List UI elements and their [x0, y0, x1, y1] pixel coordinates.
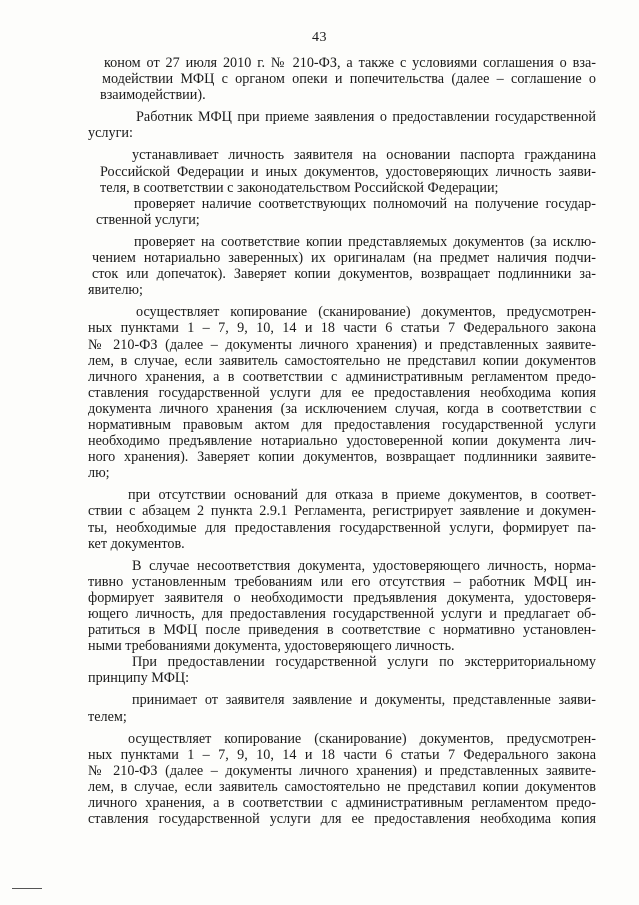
text-line: ратиться в МФЦ после приведения в соответствие с нормативно установлен-	[88, 622, 596, 639]
text-line: принимает от заявителя заявление и документы, представленные заяви-	[132, 692, 596, 709]
text-line: ных пунктами 1 – 7, 9, 10, 14 и 18 части 6 статьи 7 Федерального закона	[88, 320, 596, 337]
text-line: Работник МФЦ при приеме заявления о предоставлении государственной	[136, 109, 596, 126]
text-line: тивно установленным требованиям или его отсутствия – работник МФЦ ин-	[88, 573, 596, 590]
text-line: при отсутствии оснований для отказа в приеме документов, в соответ-	[128, 487, 596, 504]
footnote-rule	[12, 888, 42, 889]
text-line: проверяет на соответствие копии представляемых документов (за исклю-	[134, 233, 596, 250]
text-line: сток или допечаток). Заверяет копии документов, возвращает подлинники за-	[92, 266, 596, 283]
text-line: необходимо предъявление нотариально удостоверенной копии документа лич-	[88, 433, 596, 450]
text-line: явителю;	[88, 282, 143, 299]
body-text	[88, 55, 596, 827]
text-line: кет документов.	[88, 535, 185, 552]
text-line: формирует заявителя о необходимости предъявления документа, удостоверя-	[88, 589, 596, 606]
text-line: нормативным правовым актом для предоставления государственной услуги	[88, 416, 596, 433]
text-line: взаимодействии).	[100, 87, 206, 104]
text-line: ющего личность, для предоставления государственной услуги и предлагает об-	[88, 606, 596, 622]
text-line: ствии с абзацем 2 пункта 2.9.1 Регламента, регистрирует заявление и докумен-	[88, 503, 596, 520]
text-line: чением нотариально заверенных) их оригиналам (на предмет наличия подчи-	[92, 250, 596, 267]
text-line: осуществляет копирование (сканирование) документов, предусмотрен-	[128, 730, 596, 747]
text-line: телем;	[88, 708, 127, 725]
text-line: принципу МФЦ:	[88, 670, 190, 687]
text-line: ного хранения). Заверяет копии документов, возвращает подлинники заявите-	[88, 449, 596, 466]
text-line: ными требованиями документа, удостоверяющего личность.	[88, 638, 455, 655]
text-line: ставления государственной услуги для ее предоставления необходима копия	[88, 811, 596, 828]
text-line: лем, в случае, если заявитель самостоятельно не представил копии документов	[88, 352, 596, 369]
text-line: При предоставлении государственной услуги по экстерриториальному	[132, 654, 596, 671]
text-line: услуги:	[88, 125, 133, 142]
text-line: устанавливает личность заявителя на основании паспорта гражданина	[132, 147, 596, 164]
text-line: В случае несоответствия документа, удостоверяющего личность, норма-	[132, 557, 596, 574]
text-line: личного хранения, а в соответствии с административным регламентом предо-	[88, 795, 596, 812]
text-line: личного хранения, а в соответствии с административным регламентом предо-	[88, 368, 596, 385]
text-line: № 210-ФЗ (далее – документы личного хранения) и представленных заявите-	[88, 336, 596, 353]
text-line: осуществляет копирование (сканирование) документов, предусмотрен-	[136, 304, 596, 321]
text-line: коном от 27 июля 2010 г. № 210-ФЗ, а также с условиями соглашения о вза-	[104, 55, 596, 71]
text-line: теля, в соответствии с законодательством Российской Федерации;	[100, 179, 499, 196]
text-line: документа личного хранения (за исключением случая, когда в соответствии с	[88, 400, 596, 417]
text-line: Российской Федерации и иных документов, удостоверяющих личность заяви-	[100, 163, 596, 180]
text-line: модействии МФЦ с органом опеки и попечительства (далее – соглашение о	[102, 71, 596, 88]
text-line: ты, необходимые для предоставления государственной услуги, формирует па-	[88, 519, 596, 536]
text-line: лем, в случае, если заявитель самостоятельно не представил копии документов	[88, 778, 596, 795]
text-line: лю;	[88, 465, 110, 482]
text-line: ных пунктами 1 – 7, 9, 10, 14 и 18 части 6 статьи 7 Федерального закона	[88, 746, 596, 763]
text-line: № 210-ФЗ (далее – документы личного хранения) и представленных заявите-	[88, 762, 596, 779]
text-line: проверяет наличие соответствующих полномочий на получение государ-	[134, 195, 596, 212]
text-line: ставления государственной услуги для ее предоставления необходима копия	[88, 384, 596, 401]
text-line: ственной услуги;	[96, 211, 200, 228]
page-number: 43	[312, 30, 327, 45]
